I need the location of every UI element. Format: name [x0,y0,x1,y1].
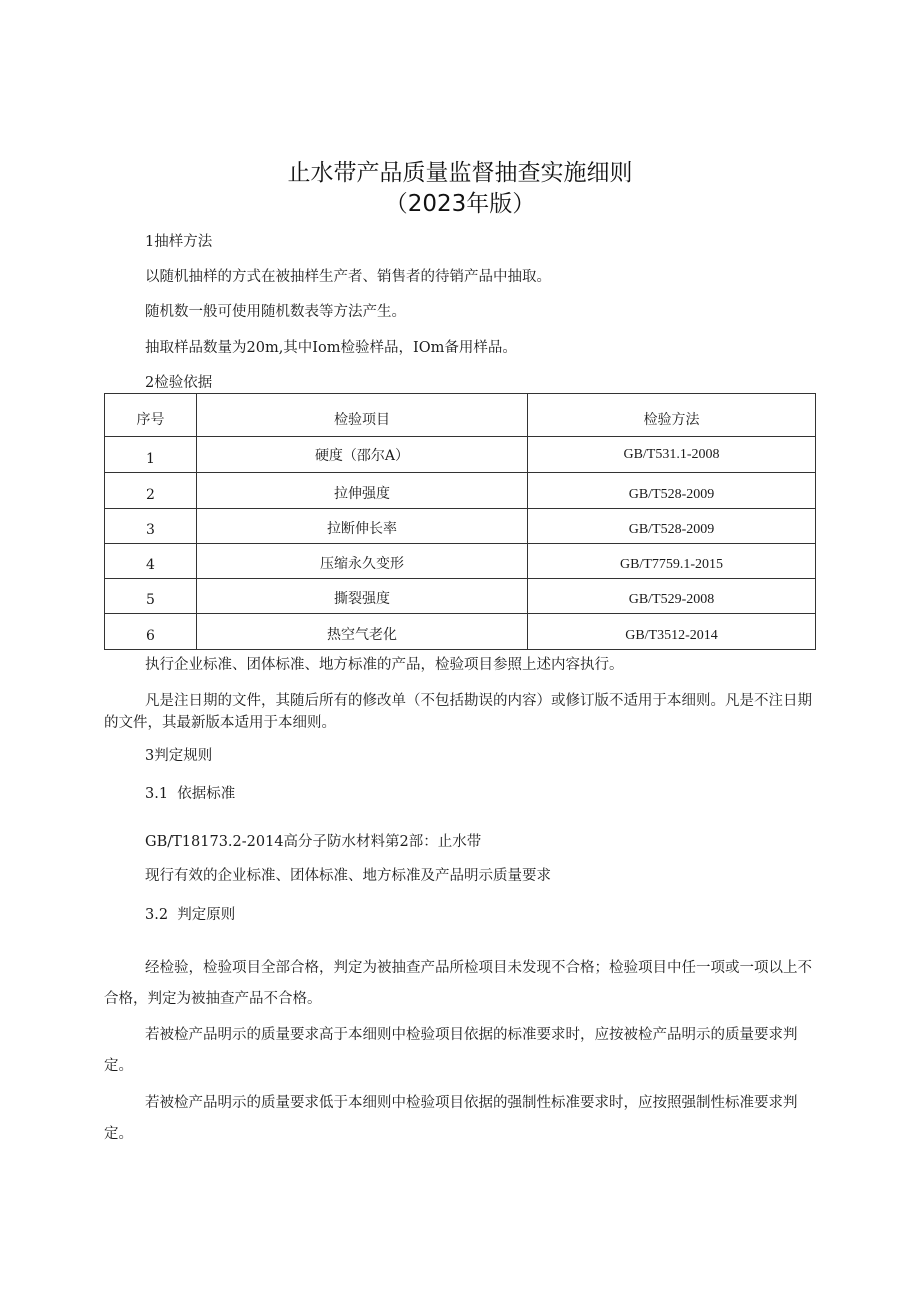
section-3-2-heading: 3.2 判定原则 [145,907,236,923]
row-method: GB/T3512-2014 [528,614,816,650]
section-3-2-para-3: 若被检产品明示的质量要求低于本细则中检验项目依据的强制性标准要求时，应按照强制性标准要求判定。 [104,1095,798,1142]
table-header-row [105,394,816,437]
header-item: 检验项目 [197,394,528,437]
row-index: 5 [105,579,197,614]
row-method: GB/T531.1-2008 [528,437,816,473]
page-title: 止水带产品质量监督抽查实施细则 [287,160,633,186]
row-method: GB/T528-2009 [528,509,816,544]
section-1-line-3: 抽取样品数量为20m,其中Iom检验样品，IOm备用样品。 [145,340,517,356]
row-index: 4 [105,544,197,579]
inspection-table [104,393,816,650]
row-method: GB/T7759.1-2015 [528,544,816,579]
table-row [105,544,816,579]
row-index: 6 [105,614,197,650]
row-item: 拉断伸长率 [197,509,528,544]
row-method: GB/T528-2009 [528,473,816,509]
section-1-line-2: 随机数一般可使用随机数表等方法产生。 [145,304,406,320]
row-item: 撕裂强度 [197,579,528,614]
table-row [105,437,816,473]
row-index: 2 [105,473,197,509]
section-1-line-1: 以随机抽样的方式在被抽样生产者、销售者的待销产品中抽取。 [145,269,551,285]
section-3-2-para-2: 若被检产品明示的质量要求高于本细则中检验项目依据的标准要求时，应按被检产品明示的质量要求判定。 [104,1027,798,1074]
row-index: 3 [105,509,197,544]
section-3-1-heading: 3.1 依据标准 [145,786,236,802]
row-method: GB/T529-2008 [528,579,816,614]
row-item: 拉伸强度 [197,473,528,509]
header-index: 序号 [105,394,197,437]
header-method: 检验方法 [528,394,816,437]
section-3-1-line-1: GB/T18173.2-2014高分子防水材料第2部：止水带 [145,834,482,850]
section-3-1-line-2: 现行有效的企业标准、团体标准、地方标准及产品明示质量要求 [145,868,551,884]
row-item: 硬度（邵尔A） [197,437,528,473]
table-row [105,614,816,650]
page-subtitle: （2023年版） [384,191,536,217]
row-item: 热空气老化 [197,614,528,650]
table-row [105,509,816,544]
section-2-note-1: 执行企业标准、团体标准、地方标准的产品，检验项目参照上述内容执行。 [145,657,624,673]
section-3-2-para-1: 经检验，检验项目全部合格，判定为被抽查产品所检项目未发现不合格；检验项目中任一项或一项以上不合格，判定为被抽查产品不合格。 [104,960,812,1007]
section-2-heading: 2检验依据 [145,375,213,391]
table-row [105,579,816,614]
row-index: 1 [105,437,197,473]
table-row [105,473,816,509]
row-item: 压缩永久变形 [197,544,528,579]
section-2-note-2: 凡是注日期的文件，其随后所有的修改单（不包括勘误的内容）或修订版不适用于本细则。凡是不注日期的文件，其最新版本适用于本细则。 [104,693,812,731]
section-3-heading: 3判定规则 [145,748,213,764]
section-1-heading: 1抽样方法 [145,234,213,250]
